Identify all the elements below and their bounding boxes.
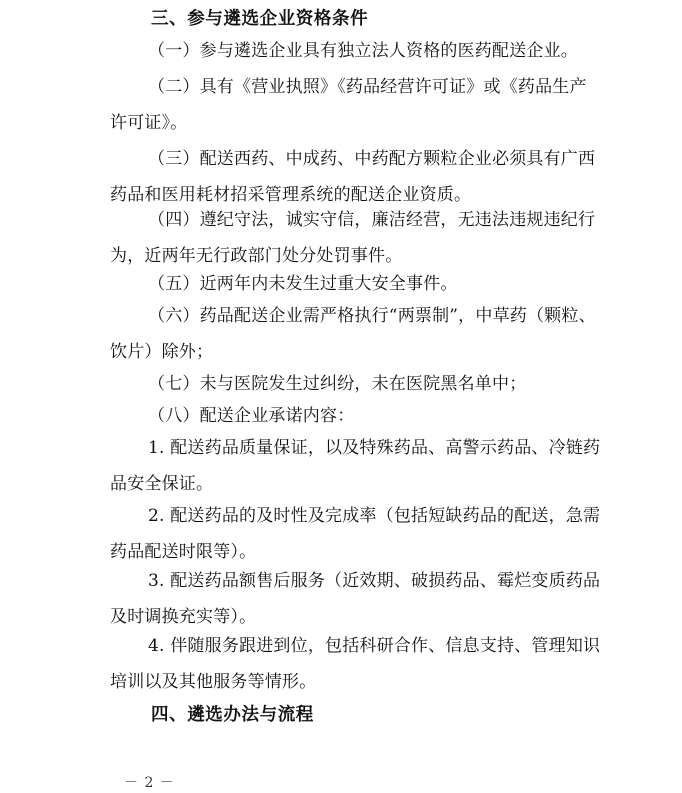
item-2-line-1: （二）具有《营业执照》《药品经营许可证》或《药品生产 bbox=[148, 77, 587, 97]
commitment-3 bbox=[110, 563, 615, 635]
item-7-line-1: （七）未与医院发生过纠纷，未在医院黑名单中； bbox=[148, 374, 527, 394]
item-3-line-2: 药品和医用耗材招采管理系统的配送企业资质。 bbox=[110, 185, 472, 205]
section-4-heading: 四、遴选办法与流程 bbox=[151, 705, 314, 725]
commitment-1 bbox=[110, 430, 615, 502]
commitment-2 bbox=[110, 498, 615, 570]
item-2-line-2: 许可证》。 bbox=[110, 113, 188, 133]
commitment-1-line-2: 品安全保证。 bbox=[110, 474, 214, 494]
item-4 bbox=[110, 202, 615, 274]
item-1 bbox=[110, 33, 615, 69]
commitment-1-line-1: 1. 配送药品质量保证，以及特殊药品、高警示药品、冷链药 bbox=[148, 438, 601, 458]
commitment-2-line-1: 2. 配送药品的及时性及完成率（包括短缺药品的配送，急需 bbox=[148, 506, 601, 526]
commitment-3-line-2: 及时调换充实等）。 bbox=[110, 607, 257, 627]
item-6-line-1: （六）药品配送企业需严格执行“两票制”，中草药（颗粒、 bbox=[148, 306, 596, 326]
page-number: － 2 － bbox=[124, 775, 175, 791]
commitment-4 bbox=[110, 628, 615, 700]
section-3-heading: 三、参与遴选企业资格条件 bbox=[151, 9, 369, 29]
item-8 bbox=[110, 398, 615, 434]
item-4-line-2: 为，近两年无行政部门处分处罚事件。 bbox=[110, 246, 403, 266]
item-2 bbox=[110, 69, 615, 141]
item-5 bbox=[110, 266, 615, 302]
commitment-3-line-1: 3. 配送药品额售后服务（近效期、破损药品、霉烂变质药品 bbox=[148, 571, 601, 591]
item-8-line-1: （八）配送企业承诺内容： bbox=[148, 406, 355, 426]
item-5-line-1: （五）近两年内未发生过重大安全事件。 bbox=[148, 274, 458, 294]
commitment-2-line-2: 药品配送时限等）。 bbox=[110, 542, 257, 562]
item-7 bbox=[110, 366, 615, 402]
commitment-4-line-2: 培训以及其他服务等情形。 bbox=[110, 672, 317, 692]
item-6-line-2: 饮片）除外； bbox=[110, 342, 214, 362]
item-6 bbox=[110, 298, 615, 370]
item-3-line-1: （三）配送西药、中成药、中药配方颗粒企业必须具有广西 bbox=[148, 149, 596, 169]
item-1-line-1: （一）参与遴选企业具有独立法人资格的医药配送企业。 bbox=[148, 41, 578, 61]
commitment-4-line-1: 4. 伴随服务跟进到位，包括科研合作、信息支持、管理知识 bbox=[148, 636, 601, 656]
item-4-line-1: （四）遵纪守法，诚实守信，廉洁经营，无违法违规违纪行 bbox=[148, 210, 596, 230]
